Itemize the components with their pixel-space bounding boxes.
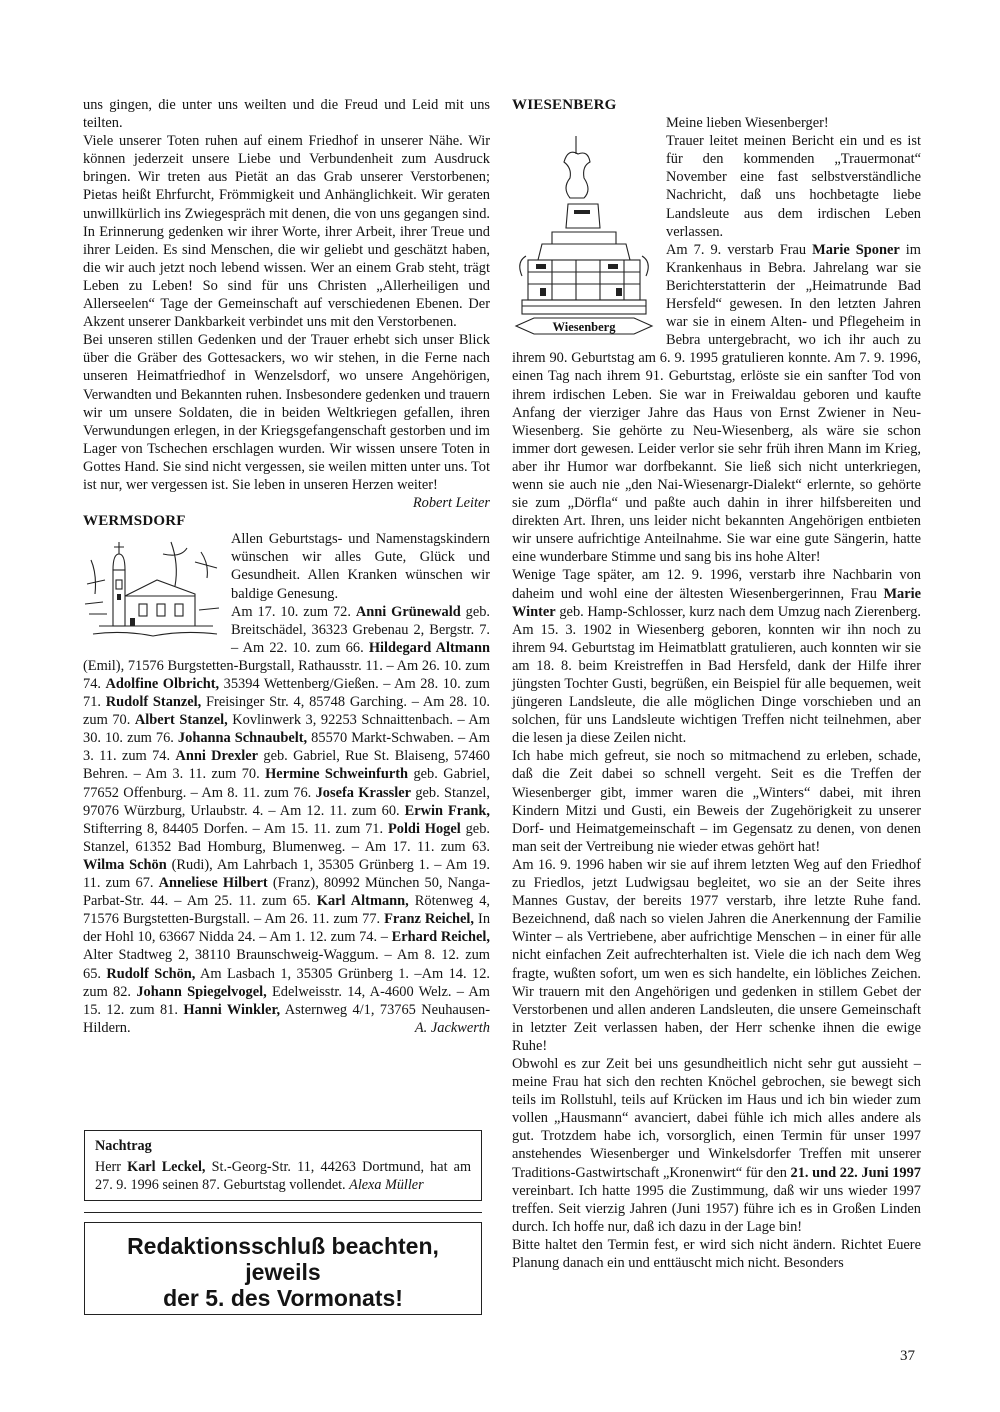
entry: Am 22. 10. zum 66. Hildegard Altmann (Emil), 71576 Burgstetten-Burgstall, Rathausstr. 11. –	[83, 639, 490, 674]
deadline-line-2: jeweils	[245, 1259, 321, 1285]
entry: Am 30. 10. zum 76. Johanna Schnaubelt, 85570 Markt-Schwaben. –	[83, 712, 490, 747]
deadline-box	[84, 1222, 482, 1315]
wermsdorf-heading: WERMSDORF	[83, 513, 186, 530]
entry: Am 17. 11. zum 63. Wilma Schön (Rudi), Am Lahrbach 1, 35305 Grünberg 1. –	[83, 838, 490, 873]
entry: Am 19. 11. zum 67. Anneliese Hilbert (Franz), 80992 München 50, Nanga-Parbat-Str. 44. –	[83, 856, 491, 910]
entry: Am 8. 12. zum 65. Rudolf Schön, Am Lasbach 1, 35305 Grünberg 1. –	[83, 947, 490, 982]
wermsdorf-section	[83, 512, 490, 1037]
wiesenberg-paragraph-7: Bitte haltet den Termin fest, er wird sich nicht ändern. Richtet Euere Planung danach ein und enttäuscht mich nicht. Besonders	[512, 1236, 921, 1271]
wermsdorf-entries	[83, 603, 490, 1037]
entry: Am 15. 12. zum 81. Hanni Winkler, Asternweg 4/1, 73765 Neuhausen-Hildern.	[83, 983, 490, 1036]
intro-paragraph-3: Bei unseren stillen Gedenken und der Trauer erhebt sich unser Blick über die Gräber des Gottesackers, wo wir stehen, in die Ferne nach unseren Heimatfriedhof in Wenzelsdorf, wo unsere Angehörigen, Verwandten und Bekannten ruhen. Insbesondere gedenken und trauern wir um unsere Soldaten, die in beiden Weltkriegen gefallen, ihren Verwundungen erlegen, in der Kriegsgefangenschaft gestorben und im Lager von Tschechen erschlagen wurden. Wir wissen unsere Toten in Gottes Hand. Sie sind nicht vergessen, sie weilen mitten unter uns. Tot ist nur, wer vergessen ist. Sie leben in unseren Herzen weiter! Robert Leiter	[83, 332, 490, 512]
nachtrag-box	[84, 1130, 482, 1201]
wiesenberg-salutation: Meine lieben Wiesenberger!	[666, 115, 829, 132]
wiesenberg-paragraph-3: Wenige Tage später, am 12. 9. 1996, verstarb ihre Nachbarin von daheim und wohl eine der ältesten Wiesenbergerinnen, Frau Marie Winter geb. Hamp-Schlosser, kurz nach dem Umzug nach Zierenberg. Am 15. 3. 1902 in Wiesenberg geboren, konnten wir ihn noch zu ihrem 94. Geburtstag im Heimatblatt gratulieren, auch konnten wir sie am 18. 8. beim Kreistreffen in Bad Hersfeld, dank der Hilfe ihrer jüngsten Tochter Gusti, begrüßen, ein Beispiel für alle bequemen, weit jüngeren Landsleute, die alle möglichen Dinge vorschieben und an solchen, für uns Landsleute wichtigen Treffen nicht teilnehmen, aber die lesen ja diese Zeilen nicht.	[512, 567, 921, 747]
emblem-label: Wiesenberg	[552, 320, 616, 335]
wiesenberg-paragraph-6: Obwohl es zur Zeit bei uns gesundheitlich nicht sehr gut aussieht – meine Frau hat sich den rechten Knöchel gebrochen, sie bewegt sich teils im Rollstuhl, teils auf Krücken im Haus und ich bin wieder zum vollen „Hausmann“ avanciert, dabei fühle ich mich alles andere als gut. Trotzdem habe ich, vorsorglich, einen Termin für unser 1997 anstehendes Wiesenberger und Winkelsdorfer Treffen mit unserer Traditions-Gastwirtschaft „Kronenwirt“ für den 21. und 22. Juni 1997 vereinbart. Ich hatte 1995 die Zustimmung, daß wir uns wieder 1997 treffen. Seit vierzig Jahren (Juni 1957) führe ich es in Großen Linden durch. Ich hoffe nur, daß ich dazu in der Lage bin!	[512, 1055, 921, 1235]
wiesenberg-paragraph-5: Am 16. 9. 1996 haben wir sie auf ihrem letzten Weg auf den Friedhof zu Friedlos, jetzt Ludwigsau begleitet, wo sie an der Seite ihres Mannes Gustav, der bereits 1977 verstarb, ihre letzte Ruhe fand. Bezeichnend, daß nach so vielen Jahren die Anerkennung der Familie Winter – als Vertriebene, aber aufrichtige Menschen – in einer für alle nicht einfachen Zeit aufrechterhalten ist. Viele die ich nach dem Weg fragte, wußten sofort, um wen es sich handelte, ein löbliches Zeichen. Wir trauern mit den Angehörigen und gedenken in stillem Gebet der Verstorbenen und allen anderen Landsleuten, die unsere Gemeinschaft in letzter Zeit verlassen haben, der Herr schenke ihnen die ewige Ruhe!	[512, 856, 921, 1054]
intro-signature: Robert Leiter	[412, 495, 490, 512]
right-column	[512, 96, 921, 1272]
deadline-line-1: Redaktionsschluß beachten,	[127, 1233, 439, 1259]
nachtrag-signature: Alexa Müller	[349, 1177, 424, 1193]
wermsdorf-greeting: Allen Geburtstags- und Namenstagskindern wünschen wir alles Gute, Glück und Gesundheit. Allen Kranken wünschen wir baldige Genesung.	[231, 531, 490, 602]
deadline-rule	[84, 1212, 482, 1213]
entry: Am 15. 11. zum 71. Poldi Hogel geb. Stanzel, 61352 Bad Homburg, Blumenweg. –	[83, 820, 490, 855]
entry: Am 17. 10. zum 72. Anni Grünewald geb. Breitschädel, 36323 Grebenau 2, Bergstr. 7. –	[231, 603, 490, 656]
entry: Am 1. 12. zum 74. – Erhard Reichel, Alter Stadtweg 2, 38110 Braunschweig-Waggum. –	[83, 929, 490, 964]
entry: Am 3. 11. zum 74. Anni Drexler geb. Gabriel, Rue St. Blaiseng, 57460 Behren. –	[83, 730, 490, 783]
entry: Am 25. 11. zum 65. Karl Altmann, Rötenweg 4, 71576 Burgstetten-Burgstall. –	[83, 893, 490, 928]
entry: Am 28. 10. zum 71. Rudolf Stanzel, Freisinger Str. 4, 85748 Garching. –	[83, 676, 490, 711]
chapel-illustration	[83, 534, 223, 653]
intro-paragraph-2: Viele unserer Toten ruhen auf einem Friedhof in unserer Nähe. Wir können jederzeit unsere Liebe und Verbundenheit zum Ausdruck bringen. Wir treten aus Pietät an das Grab unserer Verstorbenen; Pietas heißt Ehrfurcht, Frömmigkeit und Anhänglichkeit. Wir geraten unwillkürlich ins Zwiegespräch mit denen, die von uns gegangen sind. In Erinnerung gedenken wir ihrer Worte, ihrer Arbeit, ihrer Treue und ihrer Leiden. Es sind Menschen, die wir geliebt und geschätzt haben, die wir auch jetzt noch lebend wissen. Wer an einem Grab steht, trägt Leben zu Leben! So sind für uns Christen „Allerheiligen und Allerseelen“ Tage der Gemeinschaft auf verschiedenen Ebenen. Der Akzent unserer Dankbarkeit verbindet uns mit den Verstorbenen.	[83, 133, 490, 331]
wermsdorf-signature: A. Jackwerth	[414, 1019, 490, 1036]
wiesenberg-paragraph-1: Trauer leitet meinen Bericht ein und es ist für den kommenden „Trauermonat“ November eine fast selbstverständliche Nachricht, daß uns hochbetagte liebe Landsleute aus dem irdischen Leben verlassen.	[666, 133, 921, 240]
entry: Am 12. 11. zum 60. Erwin Frank, Stifterring 8, 84405 Dorfen. –	[83, 802, 490, 837]
entry: Am 14. 12. zum 82. Johann Spiegelvogel, Edelweisstr. 14, A-4600 Welz. –	[83, 965, 490, 1000]
entry: Am 26. 10. zum 74. Adolfine Olbricht, 35394 Wettenberg/Gießen. –	[83, 657, 490, 692]
wiesenberg-paragraph-4: Ich habe mich gefreut, sie noch so mitmachend zu erleben, schade, daß die Zeit dabei so schnell vergeht. Seit es die Treffen der Wiesenberger gibt, immer waren die „Winters“ dabei, mit ihren Kindern Mitzi und Gusti, ein Beweis der Zugehörigkeit zu unserer Dorf- und Heimatgemeinschaft – im Gegensatz zu denen, von denen man seit der Vertreibung nie wieder etwas gehört hat!	[512, 748, 921, 855]
nachtrag-text: Herr Karl Leckel, St.-Georg-Str. 11, 44263 Dortmund, hat am 27. 9. 1996 seinen 87. Geburtstag vollendet. Alexa Müller	[95, 1159, 472, 1193]
intro-paragraph-1: uns gingen, die unter uns weilten und die Freud und Leid mit uns teilten.	[83, 97, 490, 132]
entry: Am 3. 11. zum 70. Hermine Schweinfurth geb. Gabriel, 77652 Offenburg. –	[83, 766, 490, 801]
entry: Am 28. 10. zum 70. Albert Stanzel, Kovlinwerk 3, 92253 Schnaittenbach. –	[83, 694, 490, 729]
wiesenberg-paragraph-2: Am 7. 9. verstarb Frau Marie Sponer im Krankenhaus in Bebra. Jahrelang war sie Berichterstatterin der „Heimatrunde Bad Hersfeld“ gewesen. In den letzten Jahren war sie in einem Alten- und Pflegeheim in Bebra untergebracht, wo ich ihr auch zu ihrem 90. Geburtstag am 6. 9. 1995 gratulieren konnte. Am 7. 9. 1996, einen Tag nach ihrem 91. Geburtstag, erlöste sie ein sanfter Tod von ihrem irdischen Leben. Sie war in Freiwaldau geboren und kaufte Anfang der vierziger Jahre das Haus von Ernst Zwiener in Neu-Wiesenberg. Sie gehörte zu Neu-Wiesenberg, als wäre sie schon immer dort gewesen. Leider verlor sie sehr früh ihren Mann im Krieg, aber ihr Humor war dorfbekannt. Sie ließ sich nicht unterkriegen, wenn sie auch nie „den Nai-Wiesenargr-Dialekt“ erlernte, so gehörte sie zum „Dörfla“ und paßte auch dahin in ihrer hilfsbereiten und direkten Art. Ihren, uns leider nicht bekannten Angehörigen entbieten wir unsere aufrichtige Anteilnahme. Sie war eine gute Sängerin, hatte eine wunderbare Stimme und sang bis ins hohe Alter!	[512, 241, 921, 566]
left-column	[83, 96, 490, 1037]
wiesenberg-emblem	[512, 132, 656, 347]
wiesenberg-heading: WIESENBERG	[512, 97, 617, 113]
nachtrag-title: Nachtrag	[95, 1138, 152, 1154]
deadline-line-3: der 5. des Vormonats!	[163, 1285, 403, 1311]
entry: Am 8. 11. zum 76. Josefa Krassler geb. Stanzel, 97076 Würzburg, Urlaubstr. 4. –	[83, 784, 490, 819]
page-number: 37	[900, 1348, 915, 1364]
entry: Am 26. 11. zum 77. Franz Reichel, In der Hohl 10, 63667 Nidda 24. –	[83, 911, 491, 946]
